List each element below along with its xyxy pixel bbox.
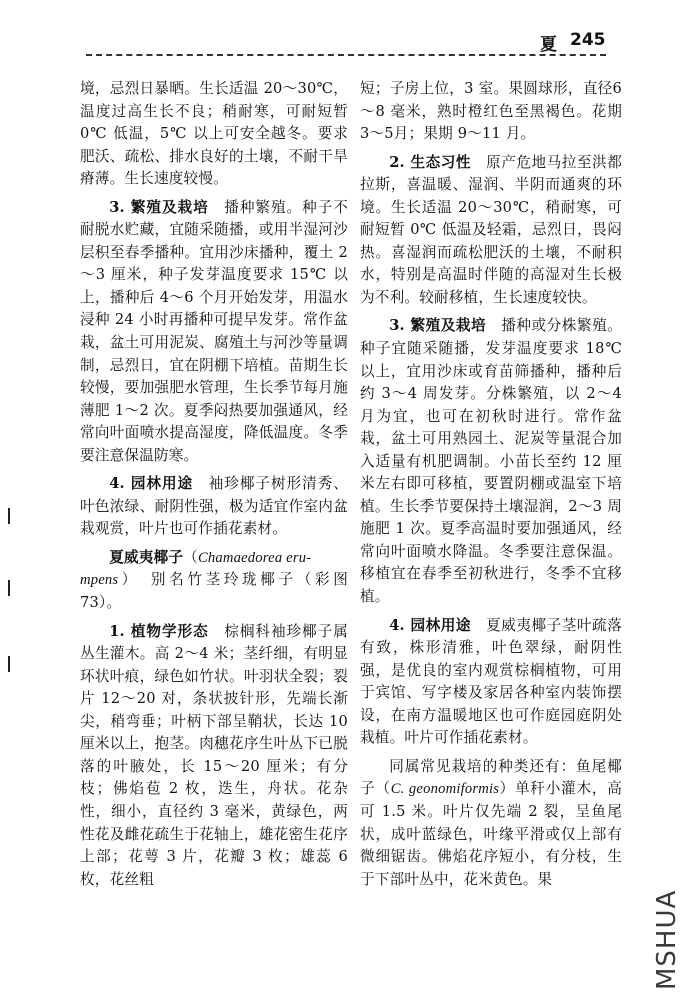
section-heading: 1. 植物学形态 (109, 622, 209, 640)
paragraph-continuation: 短；子房上位，3 室。果圆球形，直径6～8 毫米，熟时橙红色至黑褐色。花期 3～5月；果期 9～11 月。 (360, 80, 622, 143)
paragraph-text: 播种繁殖。种子不耐脱水贮藏，宜随采随播，或用半湿河沙层积至春季播种。宜用沙床播种，覆土 2～3 厘米，种子发芽温度要求 15℃ 以上，播种后 4～6 个月开始发芽，用温水浸种 24 小时再播种可提早发芽。常作盆栽，盆土可用泥炭、腐殖土与河沙等量调制，忌烈日，宜在阴棚下培植。苗期生长较慢，要加强肥水管理，生长季节每月施薄肥 1～2 次。夏季闷热要加强通风，经常向叶面喷水提高湿度，降低温度。冬季要注意保温防寒。 (80, 198, 348, 464)
right-column (360, 78, 622, 891)
paragraph-landscape-use (80, 473, 348, 541)
paren-open: （ (183, 548, 198, 566)
paragraph-continuation: 境，忌烈日暴晒。生长适温 20～30℃，温度过高生长不良；稍耐寒，可耐短暂 0℃ 低温，5℃ 以上可安全越冬。要求肥沃、疏松、排水良好的土壤，不耐干旱瘠薄。生长速度较慢。 (80, 80, 348, 188)
section-heading: 3. 繁殖及栽培 (389, 317, 487, 335)
page-number: 245 (570, 30, 606, 50)
header-rule (86, 54, 606, 56)
paragraph-text: 同属常见栽培的种类还有：鱼尾椰子（ (360, 757, 622, 798)
paragraph-text: 原产危地马拉至洪都拉斯，喜温暖、湿润、半阴而通爽的环境。生长适温 20～30℃，稍耐寒，可耐短暂 0℃ 低温及轻霜，忌烈日，畏闷热。喜湿润而疏松肥沃的土壤，不耐积水，特别是高温时伴随的高湿对生长极为不利。较耐移植，生长速度较快。 (360, 153, 622, 306)
section-heading: 2. 生态习性 (389, 153, 471, 171)
latin-name: Chamaedorea eru- (197, 549, 312, 566)
section-heading: 4. 园林用途 (109, 475, 194, 493)
scan-edge-mark (8, 508, 10, 524)
paragraph-related-species (360, 756, 622, 891)
paragraph-landscape-use (360, 615, 622, 750)
paragraph-morphology (80, 621, 348, 892)
watermark-text: MSHUA (652, 889, 682, 990)
left-column (80, 78, 348, 891)
running-head (0, 28, 686, 58)
species-name: 夏威夷椰子 (109, 548, 184, 566)
paragraph-text: 播种或分株繁殖。种子宜随采随播，发芽温度要求 18℃ 以上，宜用沙床或育苗筛播种，播种后约 3～4 周发芽。分株繁殖，以 2～4 月为宜，也可在初秋时进行。常作盆栽，盆土可用熟园土、泥炭等量混合加入适量有机肥调制。小苗长至约 12 厘米左右即可移植，要置阴棚或温室下培植。生长季节要保持土壤湿润，2～3 周施肥 1 次。夏季高温时要加强通风，经常向叶面喷水降温。冬季要注意保温。移植宜在春季至初秋进行，冬季不宜移植。 (360, 317, 622, 606)
paragraph-text: 夏威夷椰子茎叶疏落有致，株形清雅，叶色翠绿，耐阴性强，是优良的室内观赏棕榈植物，可用于宾馆、写字楼及家居各种室内装饰摆设，在南方温暖地区也可作庭园庭阴处栽植。叶片可作插花素材。 (360, 616, 622, 747)
scan-edge-mark (8, 656, 10, 672)
paragraph-propagation (80, 197, 348, 468)
latin-name: C. geonomiformis (390, 781, 500, 798)
species-alias: 别名竹茎玲珑椰子（彩图 73）。 (80, 571, 348, 612)
section-heading: 4. 园林用途 (389, 616, 471, 634)
species-entry-title (80, 547, 348, 615)
paragraph-text: 袖珍椰子树形清秀、叶色浓绿、耐阴性强，极为适宜作室内盆栽观赏，叶片也可作插花素材。 (80, 475, 348, 538)
paragraph-ecology (360, 152, 622, 310)
paragraph-propagation (360, 315, 622, 608)
section-heading: 3. 繁殖及栽培 (109, 198, 209, 216)
running-title: 夏 (540, 35, 557, 55)
scan-edge-mark (8, 580, 10, 596)
latin-name-continued: mpens (80, 572, 119, 589)
paren-close: ） (118, 571, 133, 589)
paragraph-text: 棕榈科袖珍椰子属丛生灌木。高 2～4 米；茎纤细，有明显环状叶痕，绿色如竹状。叶羽状全裂；裂片 12～20 对，条状披针形，先端长渐尖，稍弯垂；叶柄下部呈鞘状，长达 10 厘米以上，抱茎。肉穗花序生叶丛下已脱落的叶腋处，长 15～20 厘米；有分枝；佛焰苞 2 枚，迭生，舟状。花杂性，细小，直径约 3 毫米，黄绿色，两性花及雌花疏生于花轴上，雄花密生花序上部；花萼 3 片，花瓣 3 枚；雄蕊 6 枚，花丝粗 (80, 622, 348, 888)
paragraph-text: ）单秆小灌木，高可 1.5 米。叶片仅先端 2 裂，呈鱼尾状，成叶蓝绿色，叶缘平滑或仅上部有微细锯齿。佛焰花序短小，有分枝，生于下部叶丛中，花米黄色。果 (360, 780, 623, 888)
